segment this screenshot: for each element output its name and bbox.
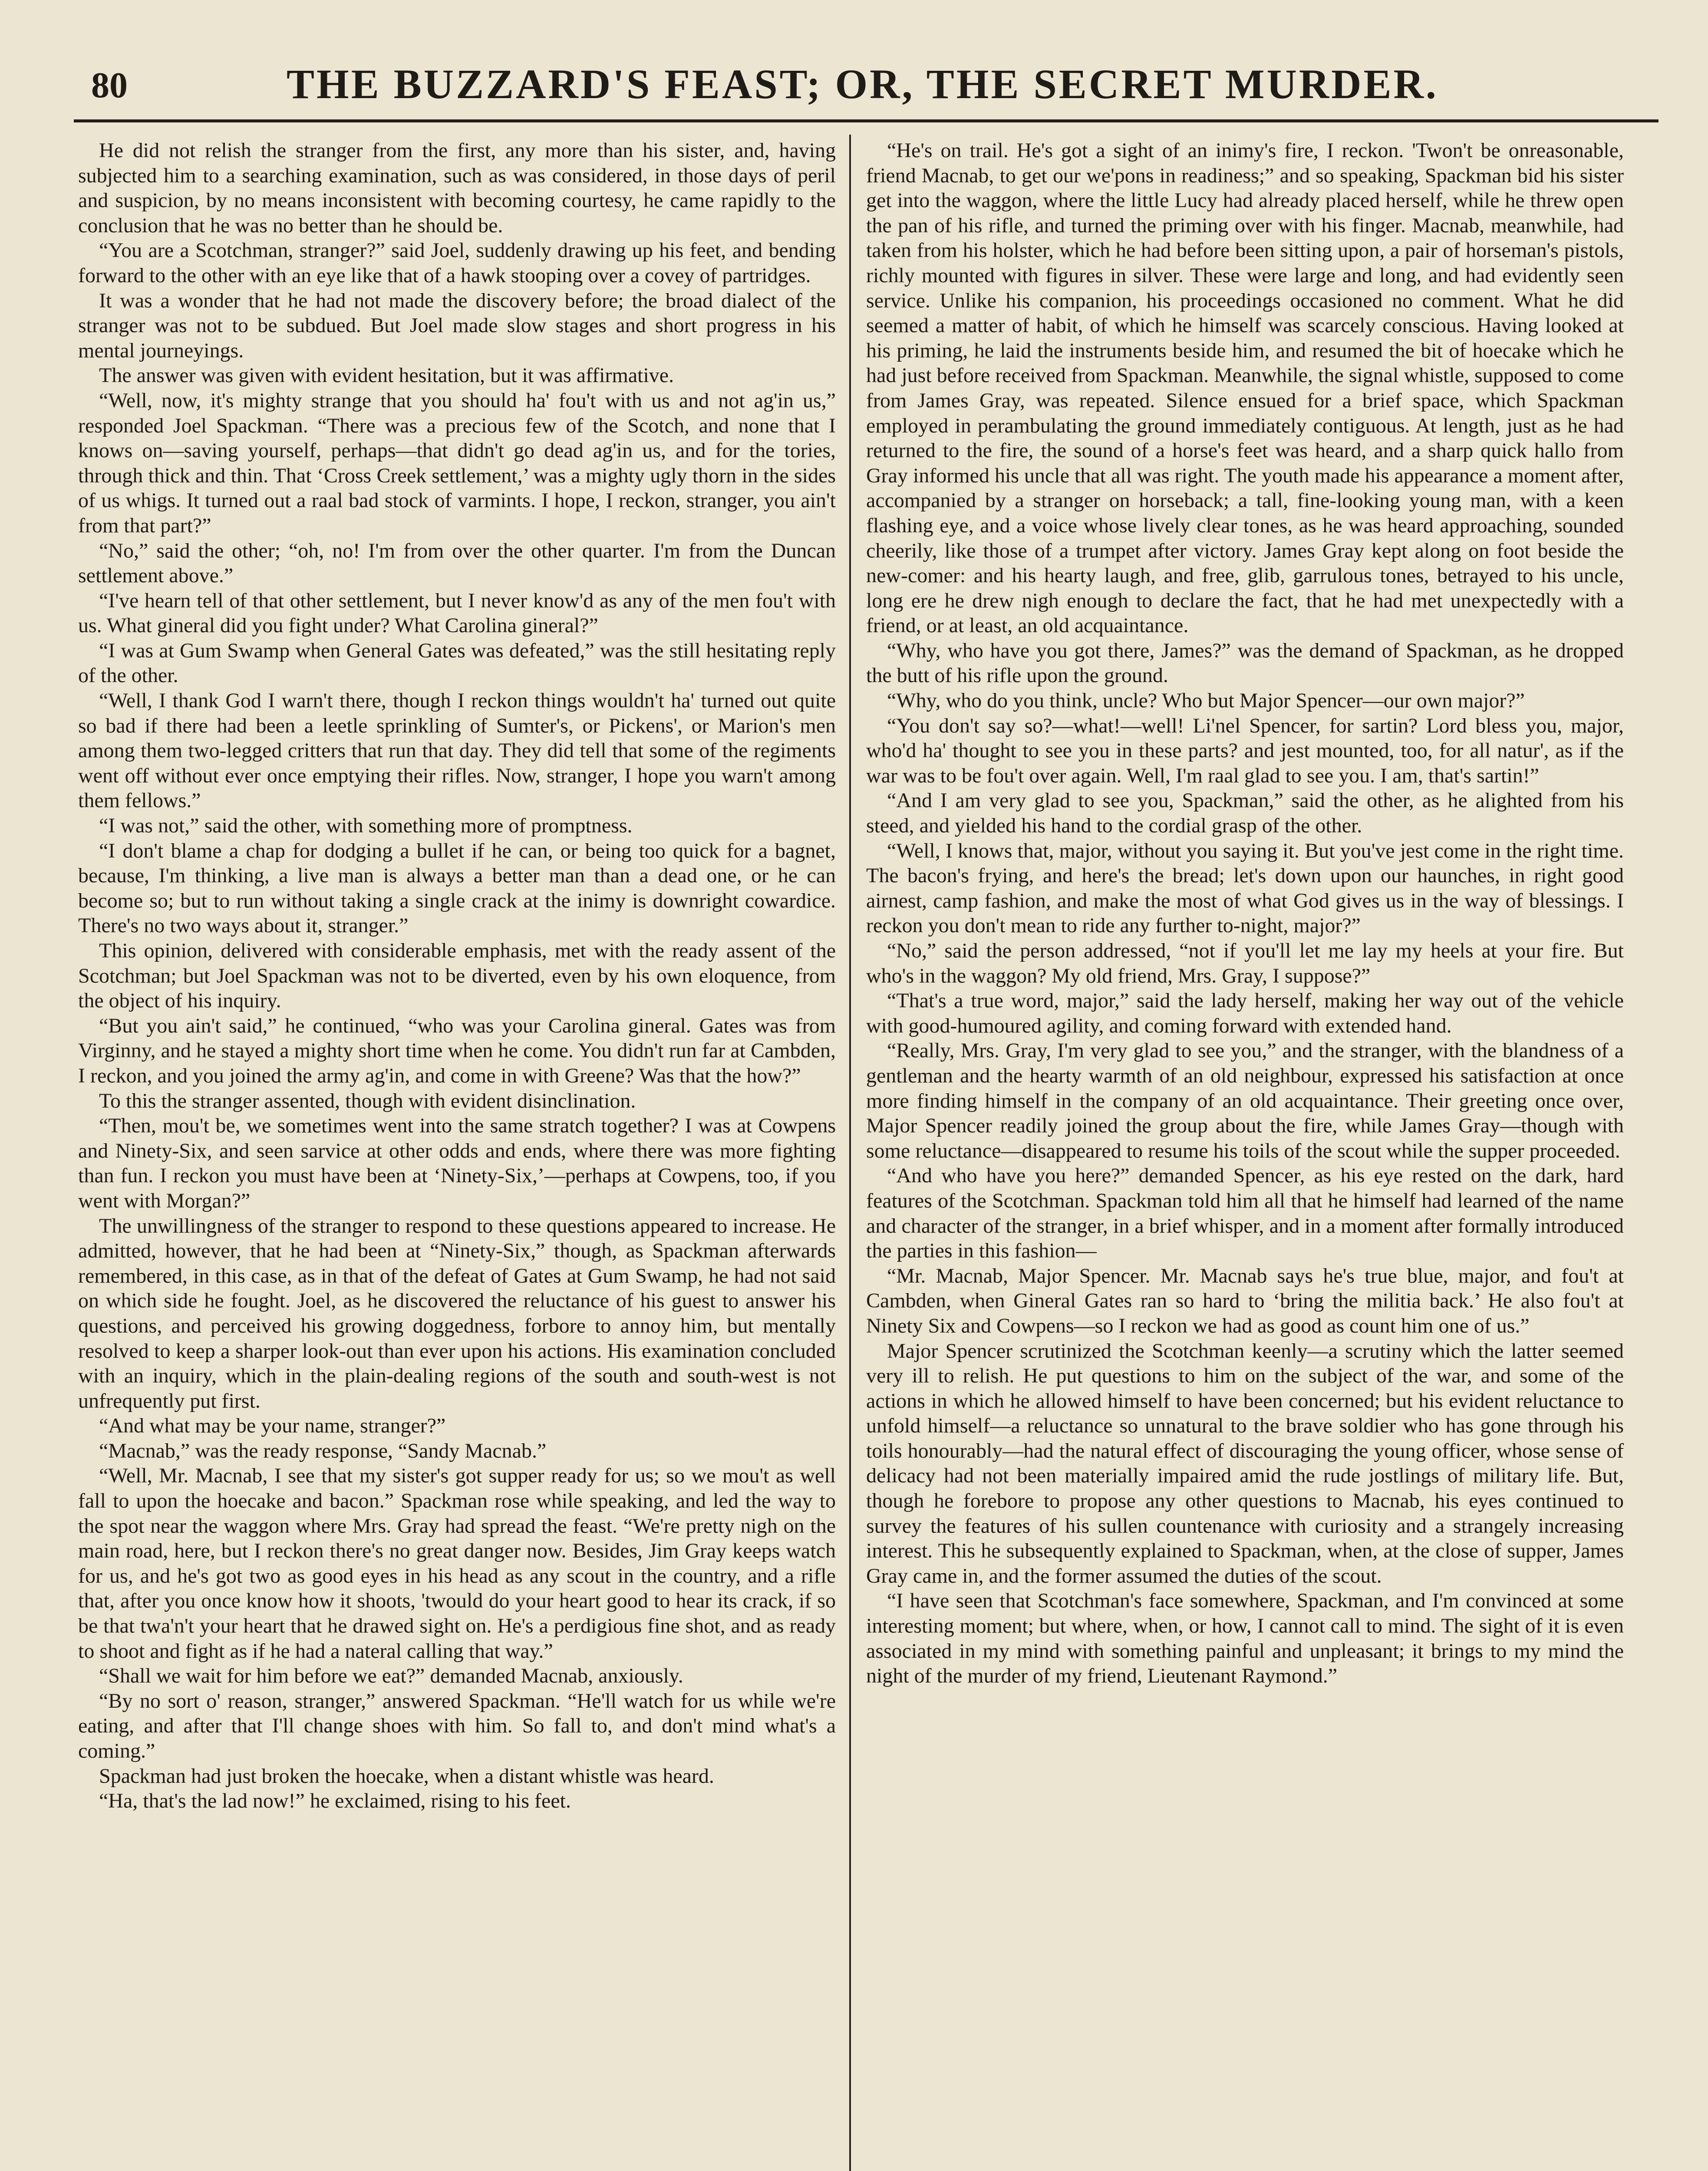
paragraph: “He's on trail. He's got a sight of an inimy's fire, I reckon. 'Twon't be onreasonable, friend Macnab, to get our we'pons in readiness;” and so speaking, Spackman bid his sister get into the waggon, where the little Lucy had already placed herself, while he threw open the pan of his rifle, and turned the priming over with his finger. Macnab, meanwhile, had taken from his holster, which he had before been sitting upon, a pair of horseman's pistols, richly mounted with figures in silver. These were large and long, and had evidently seen service. Unlike his companion, his proceedings occasioned no comment. What he did seemed a matter of habit, of which he himself was scarcely conscious. Having looked at his priming, he laid the instruments beside him, and resumed the bit of hoecake which he had just before received from Spackman. Meanwhile, the signal whistle, supposed to come from James Gray, was repeated. Silence ensued for a brief space, which Spackman employed in perambulating the ground immediately contiguous. At length, just as he had returned to the fire, the sound of a horse's feet was heard, and a sharp quick hallo from Gray informed his uncle that all was right. The youth made his appearance a moment after, accompanied by a stranger on horseback; a tall, fine-looking young man, with a keen flashing eye, and a voice whose lively clear tones, as he was heard approaching, sounded cheerily, like those of a trumpet after victory. James Gray kept along on foot beside the new-comer: and his hearty laugh, and free, glib, garrulous tones, betrayed to his uncle, long ere he drew nigh enough to declare the fact, that he had met unexpectedly with a friend, or at least, an old acquaintance. xyxy=(866,139,1624,637)
paragraph: “Mr. Macnab, Major Spencer. Mr. Macnab says he's true blue, major, and fou't at Cambden, when Gineral Gates ran so hard to ‘bring the militia back.’ He also fou't at Ninety Six and Cowpens—so I reckon we had as good as count him one of us.” xyxy=(866,1264,1624,1337)
paragraph: “I was not,” said the other, with something more of promptness. xyxy=(99,814,633,838)
paragraph: He did not relish the stranger from the first, any more than his sister, and, having subjected him to a searching examination, such as was considered, in those days of peril and suspicion, by no means inconsistent with becoming courtesy, he came rapidly to the conclusion that he was no better than he should be. xyxy=(78,139,836,237)
paragraph: Major Spencer scrutinized the Scotchman keenly—a scrutiny which the latter seemed very ill to relish. He put questions to him on the subject of the war, and some of the actions in which he allowed himself to have been concerned; but his evident reluctance to unfold himself—a reluctance so unnatural to the brave soldier who has gone through his toils honourably—had the natural effect of discouraging the young officer, whose sense of delicacy had not been materially impaired amid the rude jostlings of military life. But, though he forebore to propose any other questions to Macnab, his eyes continued to survey the features of his sullen countenance with curiosity and a strangely increasing interest. This he subsequently explained to Spackman, when, at the close of supper, James Gray came in, and the former assumed the duties of the scout. xyxy=(866,1339,1624,1587)
paragraph: “Shall we wait for him before we eat?” demanded Macnab, anxiously. xyxy=(99,1664,683,1688)
paragraph: “Why, who have you got there, James?” was the demand of Spackman, as he dropped the butt of his rifle upon the ground. xyxy=(866,639,1624,687)
paragraph: This opinion, delivered with considerable emphasis, met with the ready assent of the Scotchman; but Joel Spackman was not to be diverted, even by his own eloquence, from the object of his inquiry. xyxy=(78,939,836,1013)
paragraph: “No,” said the other; “oh, no! I'm from over the other quarter. I'm from the Duncan settlement above.” xyxy=(78,539,836,587)
paragraph: “Macnab,” was the ready response, “Sandy Macnab.” xyxy=(99,1439,547,1462)
paragraph: “You are a Scotchman, stranger?” said Joel, suddenly drawing up his feet, and bending forward to the other with an eye like that of a hawk stooping over a covey of partridges. xyxy=(78,239,836,287)
right-column xyxy=(866,138,1624,2171)
paragraph: “By no sort o' reason, stranger,” answered Spackman. “He'll watch for us while we're eating, and after that I'll change shoes with him. So fall to, and don't mind what's a coming.” xyxy=(78,1689,836,1762)
paragraph: “Then, mou't be, we sometimes went into the same stratch together? I was at Cowpens and Ninety-Six, and seen sarvice at other odds and ends, where there was more fighting than fun. I reckon you must have been at ‘Ninety-Six,’—perhaps at Cowpens, too, if you went with Morgan?” xyxy=(78,1114,836,1212)
paragraph: “No,” said the person addressed, “not if you'll let me lay my heels at your fire. But who's in the waggon? My old friend, Mrs. Gray, I suppose?” xyxy=(866,939,1624,987)
paragraph: The unwillingness of the stranger to respond to these questions appeared to increase. He admitted, however, that he had been at “Ninety-Six,” though, as Spackman afterwards remembered, in this case, as in that of the defeat of Gates at Gum Swamp, he had not said on which side he fought. Joel, as he discovered the reluctance of his guest to answer his questions, and perceived his growing doggedness, forbore to annoy him, but mentally resolved to keep a sharper look-out than ever upon his actions. His examination concluded with an inquiry, which in the plain-dealing regions of the south and south-west is not unfrequently put first. xyxy=(78,1214,836,1412)
paragraph: “Well, now, it's mighty strange that you should ha' fou't with us and not ag'in us,” responded Joel Spackman. “There was a precious few of the Scotch, and none that I knows on—saving yourself, perhaps—that didn't go dead ag'in us, and for the tories, through thick and thin. That ‘Cross Creek settlement,’ was a mighty ugly thorn in the sides of us whigs. It turned out a raal bad stock of varmints. I hope, I reckon, stranger, you ain't from that part?” xyxy=(78,389,836,537)
page-number: 80 xyxy=(91,65,128,106)
paragraph: “Really, Mrs. Gray, I'm very glad to see you,” and the stranger, with the blandness of a gentleman and the hearty warmth of an old neighbour, expressed his satisfaction at once more finding himself in the company of an old acquaintance. Their greeting once over, Major Spencer readily joined the group about the fire, while James Gray—though with some reluctance—disappeared to resume his toils of the scout while the supper proceeded. xyxy=(866,1039,1624,1162)
running-title: THE BUZZARD'S FEAST; OR, THE SECRET MURDER. xyxy=(287,61,1438,107)
paragraph: “Ha, that's the lad now!” he exclaimed, rising to his feet. xyxy=(99,1789,571,1813)
paragraph: “I was at Gum Swamp when General Gates was defeated,” was the still hesitating reply of the other. xyxy=(78,639,836,687)
paragraph: “And who have you here?” demanded Spencer, as his eye rested on the dark, hard features of the Scotchman. Spackman told him all that he himself had learned of the name and character of the stranger, in a brief whisper, and in a moment after formally introduced the parties in this fashion— xyxy=(866,1164,1624,1263)
paragraph: “You don't say so?—what!—well! Li'nel Spencer, for sartin? Lord bless you, major, who'd ha' thought to see you in these parts? and jest mounted, too, for all natur', as if the war was to be fou't over again. Well, I'm raal glad to see you. I am, that's sartin!” xyxy=(866,714,1624,787)
paragraph: To this the stranger assented, though with evident disinclination. xyxy=(99,1089,636,1112)
paragraph: “And what may be your name, stranger?” xyxy=(99,1414,446,1438)
left-column xyxy=(78,138,836,2171)
paragraph: “I have seen that Scotchman's face somewhere, Spackman, and I'm convinced at some interesting moment; but where, when, or how, I cannot call to mind. The sight of it is even associated in my mind with something painful and unpleasant; it brings to my mind the night of the murder of my friend, Lieutenant Raymond.” xyxy=(866,1589,1624,1688)
paragraph: “Well, I thank God I warn't there, though I reckon things wouldn't ha' turned out quite so bad if there had been a leetle sprinkling of Sumter's, or Pickens', or Marion's men among them two-legged critters that run that day. They did tell that some of the regiments went off without ever once emptying their rifles. Now, stranger, I hope you warn't among them fellows.” xyxy=(78,689,836,812)
paragraph: “I've hearn tell of that other settlement, but I never know'd as any of the men fou't with us. What gineral did you fight under? What Carolina gineral?” xyxy=(78,589,836,637)
paragraph: “That's a true word, major,” said the lady herself, making her way out of the vehicle with good-humoured agility, and coming forward with extended hand. xyxy=(866,989,1624,1037)
column-divider xyxy=(849,135,851,2171)
paragraph: “But you ain't said,” he continued, “who was your Carolina gineral. Gates was from Virginny, and he stayed a mighty short time when he come. You didn't run far at Cambden, I reckon, and you joined the army ag'in, and come in with Greene? Was that the how?” xyxy=(78,1014,836,1087)
page-header xyxy=(87,52,1650,117)
paragraph: The answer was given with evident hesitation, but it was affirmative. xyxy=(99,364,674,387)
paragraph: “I don't blame a chap for dodging a bullet if he can, or being too quick for a bagnet, because, I'm thinking, a live man is always a better man than a dead one, or he can become so; but to run without taking a single crack at the inimy is downright cowardice. There's no two ways about it, stranger.” xyxy=(78,839,836,937)
paragraph: Spackman had just broken the hoecake, when a distant whistle was heard. xyxy=(99,1764,714,1788)
paragraph: It was a wonder that he had not made the discovery before; the broad dialect of the stranger was not to be subdued. But Joel made slow stages and short progress in his mental journeyings. xyxy=(78,289,836,362)
header-rule xyxy=(74,119,1659,122)
paragraph: “And I am very glad to see you, Spackman,” said the other, as he alighted from his steed, and yielded his hand to the cordial grasp of the other. xyxy=(866,789,1624,838)
paragraph: “Well, I knows that, major, without you saying it. But you've jest come in the right time. The bacon's frying, and here's the bread; let's down upon our haunches, in right good airnest, camp fashion, and make the most of what God gives us in the way of blessings. I reckon you don't mean to ride any further to-night, major?” xyxy=(866,839,1624,937)
paragraph: “Well, Mr. Macnab, I see that my sister's got supper ready for us; so we mou't as well fall to upon the hoecake and bacon.” Spackman rose while speaking, and led the way to the spot near the waggon where Mrs. Gray had spread the feast. “We're pretty nigh on the main road, here, but I reckon there's no great danger now. Besides, Jim Gray keeps watch for us, and he's got two as good eyes in his head as any scout in the country, and a rifle that, after you once know how it shoots, 'twould do your heart good to hear its crack, if so be that twa'n't your heart that he drawed sight on. He's a perdigious fine shot, and as ready to shoot and fight as if he had a nateral calling that way.” xyxy=(78,1464,836,1663)
paragraph: “Why, who do you think, uncle? Who but Major Spencer—our own major?” xyxy=(887,689,1525,713)
